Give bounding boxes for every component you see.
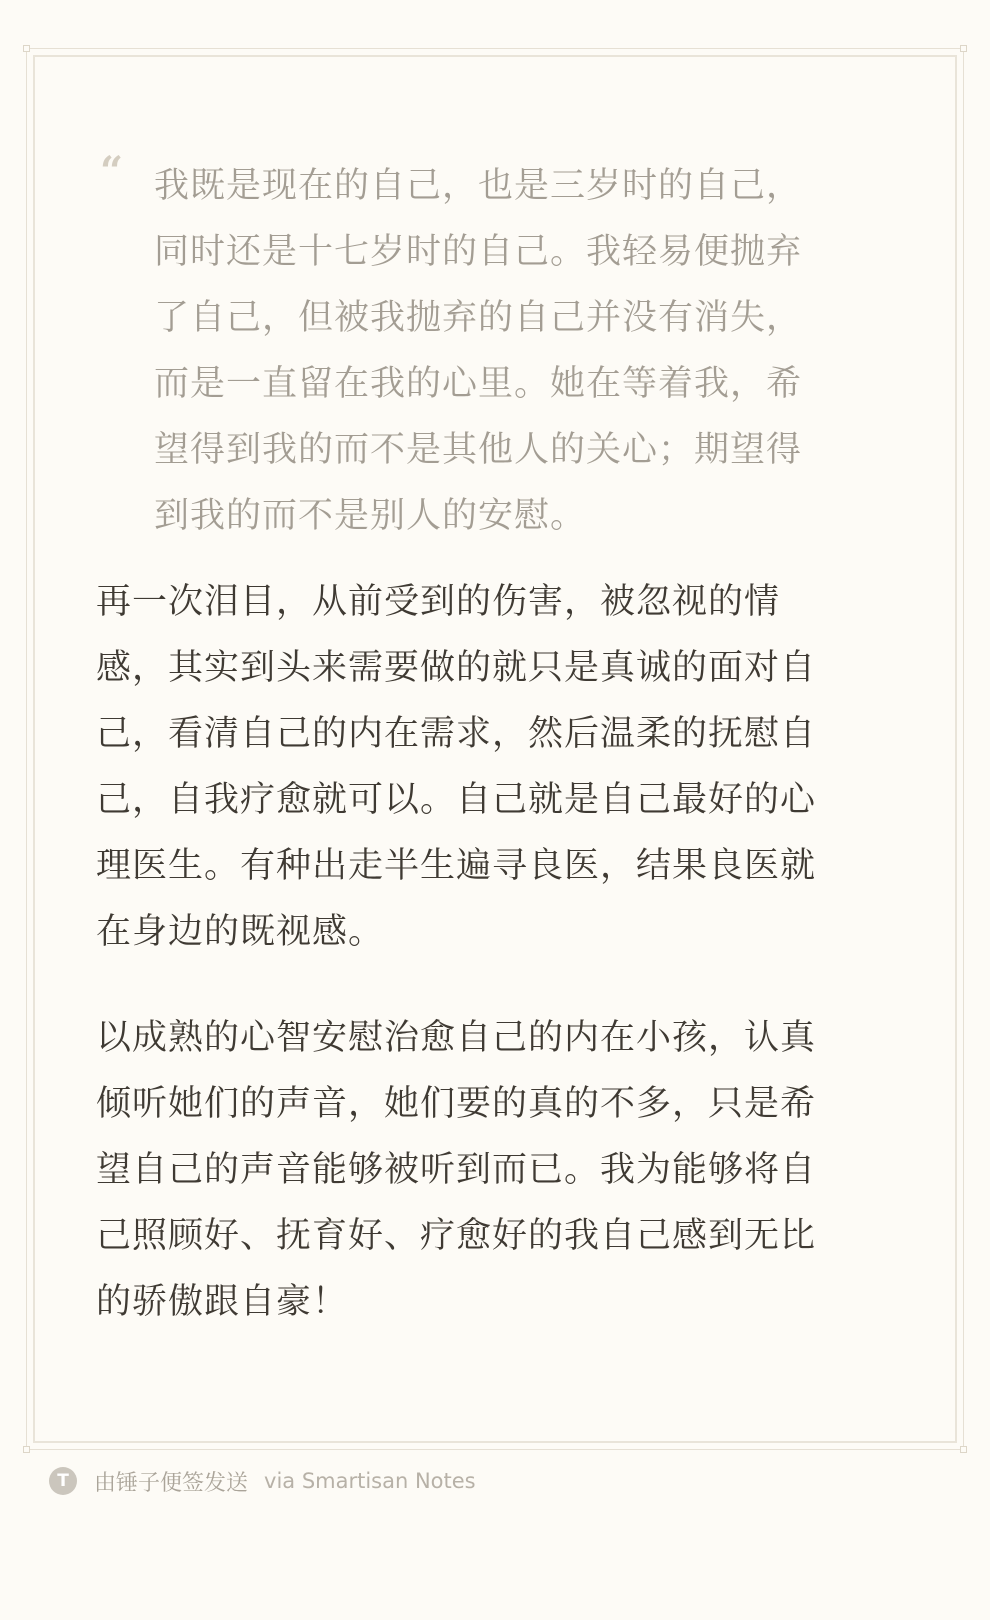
corner-ornament-top-left (23, 45, 30, 52)
footer-label-cn: 由锤子便签发送 (94, 1470, 249, 1496)
paragraph-2: 以成熟的心智安慰治愈自己的内在小孩，认真 倾听她们的声音，她们要的真的不多，只是希 望自己的声音能够被听到而已。我为能够将自 己照顾好、抚育好、疗愈好的我自己感到无比 的骄傲跟自豪！ (96, 1018, 817, 1322)
corner-ornament-bottom-left (23, 1446, 30, 1453)
corner-ornament-bottom-right (960, 1446, 967, 1453)
footer-label-en: via Smartisan Notes (264, 1469, 476, 1493)
footer-signature (49, 1466, 476, 1496)
paragraph-1: 再一次泪目，从前受到的伤害，被忽视的情 感，其实到头来需要做的就只是真诚的面对自 己，看清自己的内在需求，然后温柔的抚慰自 己，自我疗愈就可以。自己就是自己最好的心 理医生。有种出走半生遍寻良医，结果良医就 在身边的既视感。 (96, 582, 817, 952)
block-quote: 我既是现在的自己，也是三岁时的自己， 同时还是十七岁时的自己。我轻易便抛弃 了自己，但被我抛弃的自己并没有消失， 而是一直留在我的心里。她在等着我，希 望得到我的而不是其他人的关心；期望得 到我的而不是别人的安慰。 (154, 166, 803, 536)
corner-ornament-top-right (960, 45, 967, 52)
quote-mark-icon: “ (100, 148, 124, 195)
smartisan-logo-icon: T (49, 1467, 77, 1495)
